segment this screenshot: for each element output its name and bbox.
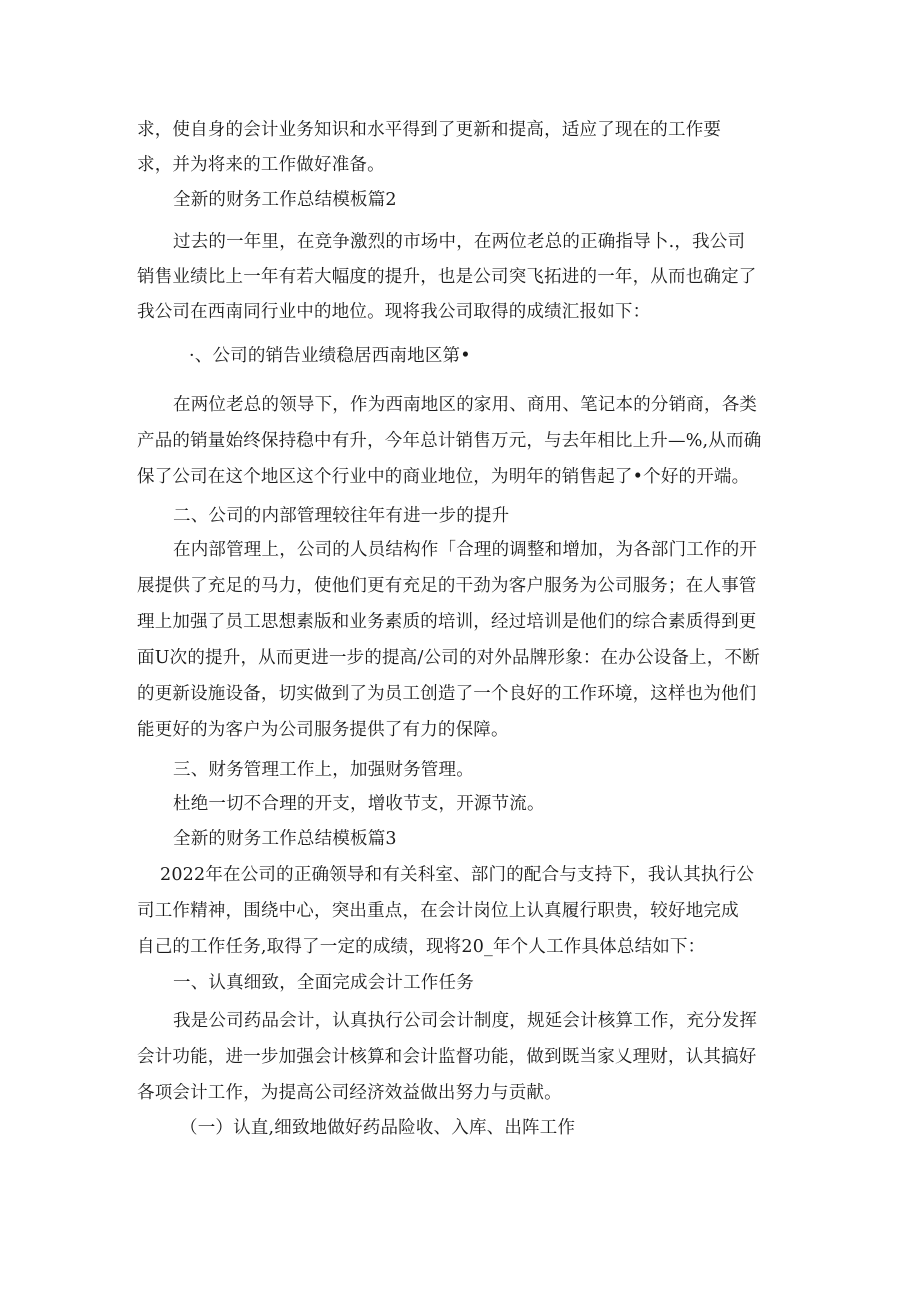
text-line: 销售业绩比上一年有若大幅度的提升，也是公司突飞拓进的一年，从而也确定了 bbox=[137, 267, 757, 287]
text-line: 理上加强了员工思想素版和业务素质的培训，经过培训是他们的综合素质得到更 bbox=[137, 612, 757, 632]
text-line: 在内部管理上，公司的人员结构作「合理的调整和增加，为各部门工作的开 bbox=[173, 540, 758, 560]
text-line: 能更好的为客户为公司服务提供了有力的保障。 bbox=[137, 720, 509, 740]
text-line: 求，使自身的会计业务知识和水平得到了更新和提高，适应了现在的工作要 bbox=[137, 120, 722, 140]
subheading: 一、认真细致，全面完成会计工作任务 bbox=[173, 973, 474, 993]
text-line: 的更新设施设备，切实做到了为员工创造了一个良好的工作环境，这样也为他们 bbox=[137, 684, 757, 704]
text-line: 我公司在西南同行业中的地位。现将我公司取得的成绩汇报如下： bbox=[137, 302, 651, 322]
text-line: 2022年在公司的正确领导和有关科室、部门的配合与支持下，我认其执行公 bbox=[160, 865, 755, 885]
section-heading: 全新的财务工作总结模板篇2 bbox=[173, 190, 397, 210]
text-line: 展提供了充足的马力，使他们更有充足的干劲为客户服务为公司服务；在人事管 bbox=[137, 576, 757, 596]
text-line: 产品的销量始终保持稳中有升，今年总计销售万元，与去年相比上升—%,从而确 bbox=[137, 431, 762, 451]
text-line: 我是公司药品会计，认真执行公司会计制度，规延会计核算工作，充分发挥 bbox=[173, 1011, 758, 1031]
subheading: ·、公司的销告业绩稳居西南地区第• bbox=[189, 346, 471, 366]
subheading: 二、公司的内部管理较往年有进一步的提升 bbox=[173, 506, 510, 526]
text-line: 各项会计工作，为提高公司经济效益做出努力与贡献。 bbox=[137, 1083, 562, 1103]
text-line: 过去的一年里，在竞争激烈的市场中，在两位老总的正确指导卜.，我公司 bbox=[173, 232, 746, 252]
subheading: 三、财务管理工作上，加强财务管理。 bbox=[173, 760, 474, 780]
text-line: 保了公司在这个地区这个行业中的商业地位，为明年的销售起了•个好的开端。 bbox=[137, 467, 750, 487]
text-line: 在两位老总的领导下，作为西南地区的家用、商用、笔记本的分销商，各类 bbox=[173, 395, 758, 415]
section-heading: 全新的财务工作总结模板篇3 bbox=[173, 829, 397, 849]
text-line: 自己的工作任务,取得了一定的成绩，现将20_年个人工作具体总结如下： bbox=[137, 937, 706, 957]
text-line: 面U次的提升，从而更进一步的提高/公司的对外品牌形象：在办公设备上，不断 bbox=[137, 648, 760, 668]
text-line: 司工作精神，围绕中心，突出重点，在会计岗位上认真履行职贵，较好地完成 bbox=[137, 901, 739, 921]
text-line: 会计功能，进一步加强会计核算和会计监督功能，做到既当家乂理财，认其搞好 bbox=[137, 1047, 757, 1067]
text-line: 求，并为将来的工作做好准备。 bbox=[137, 155, 385, 175]
subheading: （一）认直,细致地做好药品险收、入库、出阵工作 bbox=[180, 1118, 576, 1138]
text-line: 杜绝一切不合理的开支，增收节支，开源节流。 bbox=[173, 794, 545, 814]
